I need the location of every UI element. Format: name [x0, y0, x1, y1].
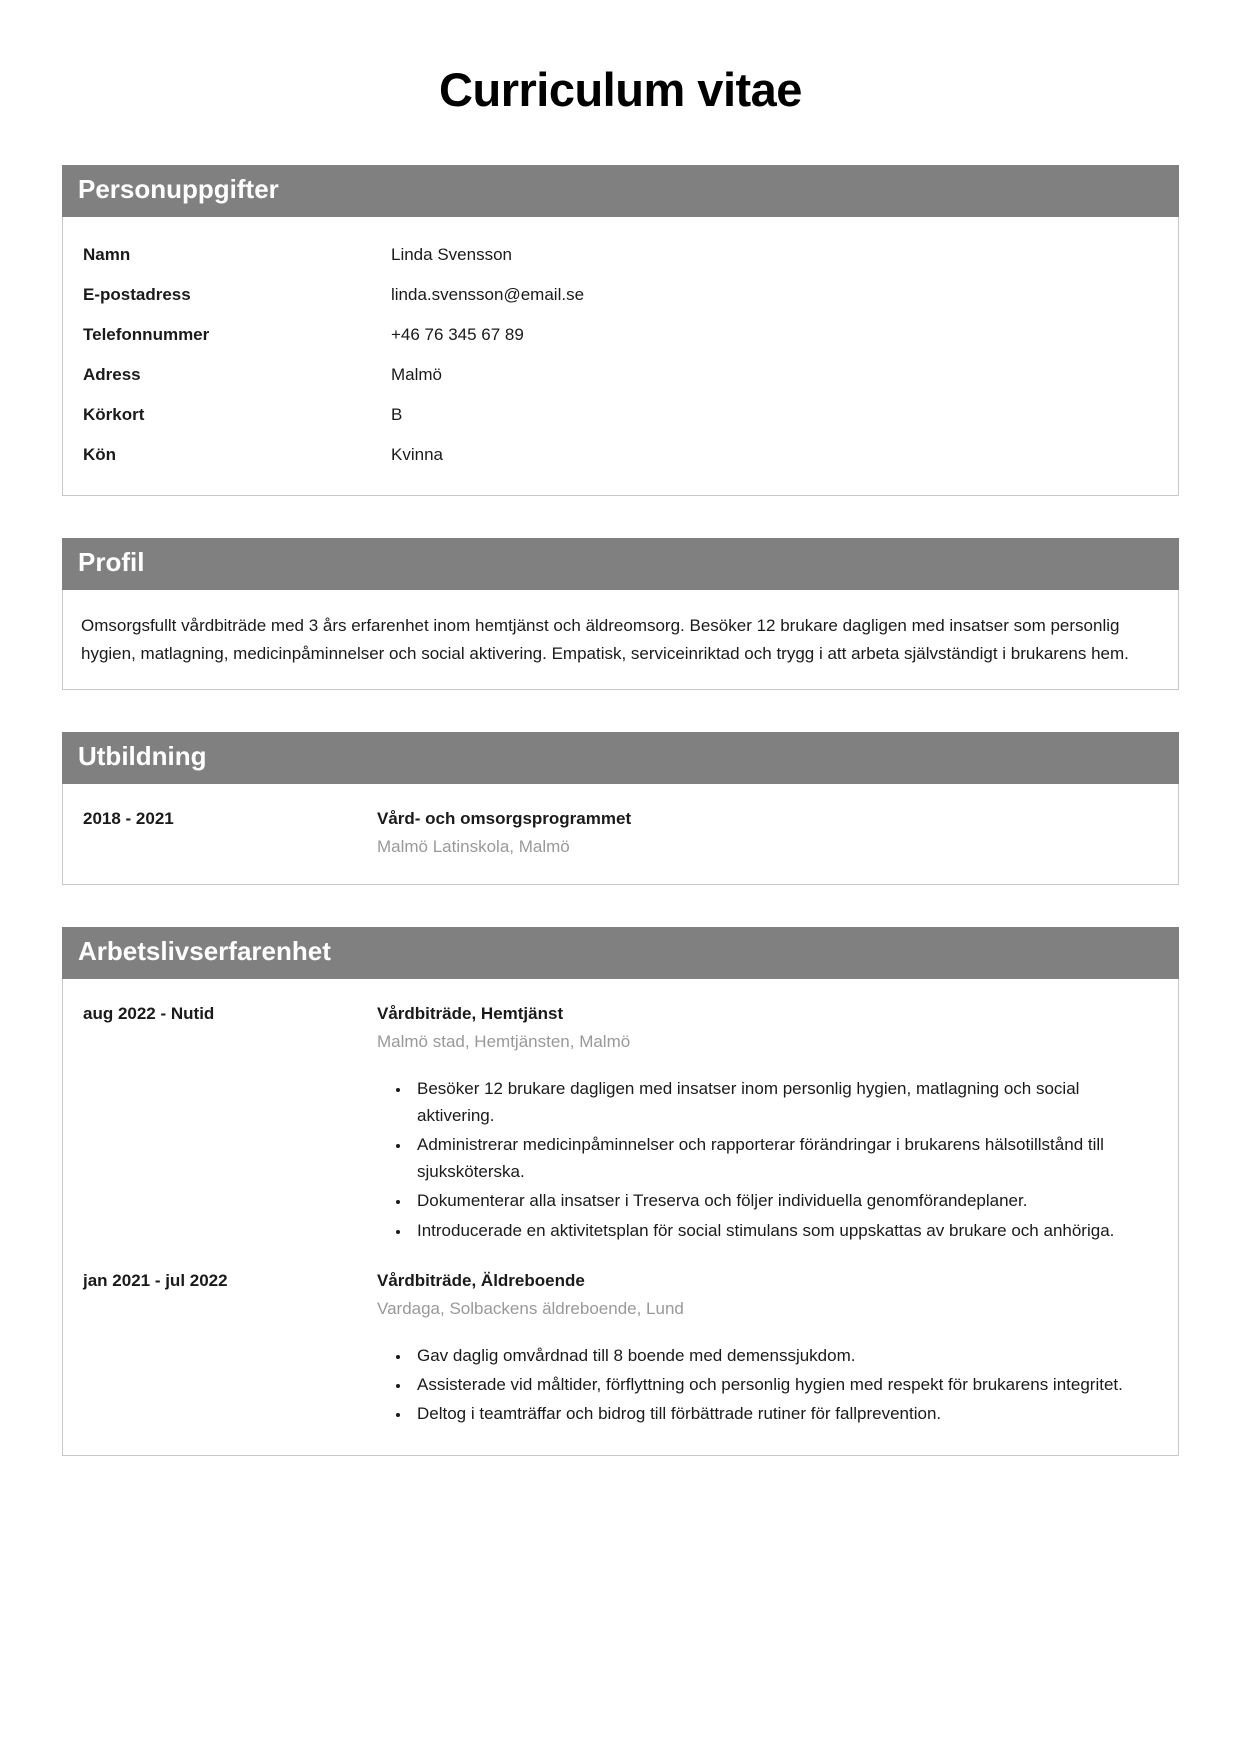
section-header-education: Utbildning: [62, 732, 1179, 784]
education-entry-main: [377, 808, 1160, 860]
experience-entry-title: Vårdbiträde, Äldreboende: [377, 1270, 585, 1290]
personal-detail-label: Adress: [83, 365, 141, 385]
experience-entry-bullets: [377, 1075, 1160, 1244]
section-profile: [62, 538, 1179, 690]
experience-entry-period: aug 2022 - Nutid: [83, 1003, 215, 1023]
list-item: • Introducerade en aktivitetsplan för social stimulans som uppskattas av brukare och anhöriga.: [411, 1217, 1160, 1244]
experience-entry-title: Vårdbiträde, Hemtjänst: [377, 1003, 564, 1023]
section-experience: [62, 927, 1179, 1456]
personal-detail-label: Telefonnummer: [83, 325, 210, 345]
personal-detail-value: linda.svensson@email.se: [391, 284, 585, 304]
personal-detail-value: +46 76 345 67 89: [391, 325, 524, 345]
personal-details-rows: [81, 235, 1160, 476]
personal-detail-value: Kvinna: [391, 445, 443, 465]
section-body-education: [62, 784, 1179, 885]
table-row: [81, 395, 1160, 435]
section-header-experience: Arbetslivserfarenhet: [62, 927, 1179, 979]
section-body-personal-details: [62, 217, 1179, 497]
experience-entry: [81, 997, 1160, 1252]
experience-entry-main: [377, 1270, 1160, 1431]
list-item: • Deltog i teamträffar och bidrog till förbättrade rutiner för fallprevention.: [411, 1400, 1160, 1427]
personal-detail-label: Körkort: [83, 405, 145, 425]
list-item: • Besöker 12 brukare dagligen med insatser inom personlig hygien, matlagning och social aktivering.: [411, 1075, 1160, 1129]
personal-detail-label: Kön: [83, 445, 117, 465]
education-entry: [81, 802, 1160, 864]
personal-details-table: [81, 235, 1160, 476]
section-personal-details: [62, 165, 1179, 496]
section-body-profile: [62, 590, 1179, 690]
table-row: [81, 355, 1160, 395]
experience-entry-organisation: Malmö stad, Hemtjänsten, Malmö: [377, 1032, 631, 1052]
experience-entry-organisation: Vardaga, Solbackens äldreboende, Lund: [377, 1298, 684, 1318]
list-item: • Assisterade vid måltider, förflyttning och personlig hygien med respekt för brukarens integritet.: [411, 1371, 1160, 1398]
experience-entry-main: [377, 1003, 1160, 1248]
personal-detail-value: Malmö: [391, 365, 443, 385]
profile-text: Omsorgsfullt vårdbiträde med 3 års erfarenhet inom hemtjänst och äldreomsorg. Besöker 12 brukare dagligen med insatser som personlig hygien, matlagning, medicinpåminnelser och social aktivering. Empatisk, serviceinriktad och trygg i att arbeta självständigt i brukarens hem.: [81, 616, 1129, 663]
section-body-experience: [62, 979, 1179, 1456]
experience-entry: [81, 1252, 1160, 1435]
section-education: [62, 732, 1179, 885]
education-entry-period: 2018 - 2021: [83, 809, 174, 829]
personal-detail-value: B: [391, 405, 403, 425]
section-header-personal-details: Personuppgifter: [62, 165, 1179, 217]
experience-entry-bullets: [377, 1342, 1160, 1428]
education-entry-title: Vård- och omsorgsprogrammet: [377, 809, 632, 829]
table-row: [81, 315, 1160, 355]
personal-detail-value: Linda Svensson: [391, 244, 512, 264]
personal-detail-label: Namn: [83, 244, 131, 264]
list-item: • Dokumenterar alla insatser i Treserva och följer individuella genomförandeplaner.: [411, 1187, 1160, 1214]
list-item: • Gav daglig omvårdnad till 8 boende med demenssjukdom.: [411, 1342, 1160, 1369]
list-item: • Administrerar medicinpåminnelser och rapporterar förändringar i brukarens hälsotillstånd till sjuksköterska.: [411, 1131, 1160, 1185]
table-row: [81, 435, 1160, 475]
experience-entry-period: jan 2021 - jul 2022: [83, 1270, 228, 1290]
education-entry-organisation: Malmö Latinskola, Malmö: [377, 837, 570, 857]
section-header-profile: Profil: [62, 538, 1179, 590]
personal-detail-label: E-postadress: [83, 284, 191, 304]
table-row: [81, 275, 1160, 315]
table-row: [81, 235, 1160, 275]
page-title: Curriculum vitae: [439, 63, 802, 116]
